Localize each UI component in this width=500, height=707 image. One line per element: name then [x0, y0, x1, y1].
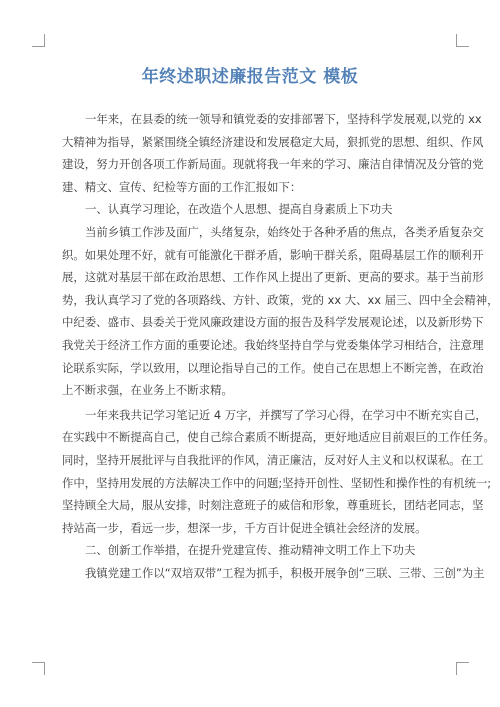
text-line: 建、精文、宣传、纪检等方面的工作汇报如下： [62, 179, 302, 194]
crop-mark-bottom-left [32, 662, 45, 675]
text-line: 我镇党建工作以“双培双带”工程为抓手，积极开展争创“三联、三带、三创”为主 [85, 565, 485, 580]
document-title: 年终述职述廉报告范文 模板 [141, 67, 359, 87]
text-line: 在实践中不断提高自己，使自己综合素质不断提高，更好地适应目前艰巨的工作任务。 [62, 430, 495, 445]
text-line: 中纪委、盛市、县委关于党风廉政建设方面的报告及科学发展观论述，以及新形势下 [62, 315, 484, 330]
text-line: 展，这就对基层干部在政治思想、工作作风上提出了更新、更高的要求。基于当前形 [62, 270, 484, 285]
text-line: 织。如果处理不好，就有可能激化干群矛盾，影响干群关系，阻碍基层工作的顺利开 [62, 247, 484, 262]
crop-mark-bottom-right [456, 662, 469, 675]
crop-mark-top-left [32, 34, 45, 47]
text-line: 一年来我共记学习笔记近 4 万字，并撰写了学习心得，在学习中不断充实自己， [85, 407, 487, 422]
section-heading: 二、创新工作举措，在提升党建宣传、推动精神文明工作上下功夫 [85, 543, 416, 558]
text-line: 坚持顾全大局，服从安排，时刻注意班子的威信和形象，尊重班长，团结老同志，坚 [62, 498, 484, 513]
document-body [62, 108, 499, 584]
text-line: 大精神为指导，紧紧围绕全镇经济建设和发展稳定大局，狠抓党的思想、组织、作风 [62, 134, 484, 149]
text-line: 持站高一步，看远一步，想深一步，千方百计促进全镇社会经济的发展。 [62, 520, 427, 535]
text-line: 我党关于经济工作方面的重要论述。我始终坚持自学与党委集体学习相结合，注意理 [62, 337, 484, 352]
text-line: 作中，坚持用发展的方法解决工作中的问题;坚持开创性、坚韧性和操作性的有机统一; [62, 475, 492, 490]
text-line: 上不断求强，在业务上不断求精。 [62, 383, 233, 398]
text-line: 论联系实际，学以致用，以理论指导自己的工作。使自己在思想上不断完善，在政治 [62, 360, 484, 375]
section-heading: 一、认真学习理论，在改造个人思想、提高自身素质上下功夫 [85, 202, 393, 217]
text-line: 一年来，在县委的统一领导和镇党委的安排部署下，坚持科学发展观,以党的 xx [85, 112, 482, 126]
text-line: 势，我认真学习了党的各项路线、方针、政策，党的 xx 大、xx 届三、四中全会精神， [62, 292, 499, 307]
text-line: 同时，坚持开展批评与自我批评的作风，清正廉洁，反对好人主义和以权谋私。在工 [62, 452, 484, 467]
crop-mark-top-right [456, 34, 469, 47]
text-line: 建设，努力开创各项工作新局面。现就将我一年来的学习、廉洁自律情况及分管的党 [62, 157, 484, 172]
text-line: 当前乡镇工作涉及面广，头绪复杂，始终处于各种矛盾的焦点，各类矛盾复杂交 [85, 224, 484, 239]
